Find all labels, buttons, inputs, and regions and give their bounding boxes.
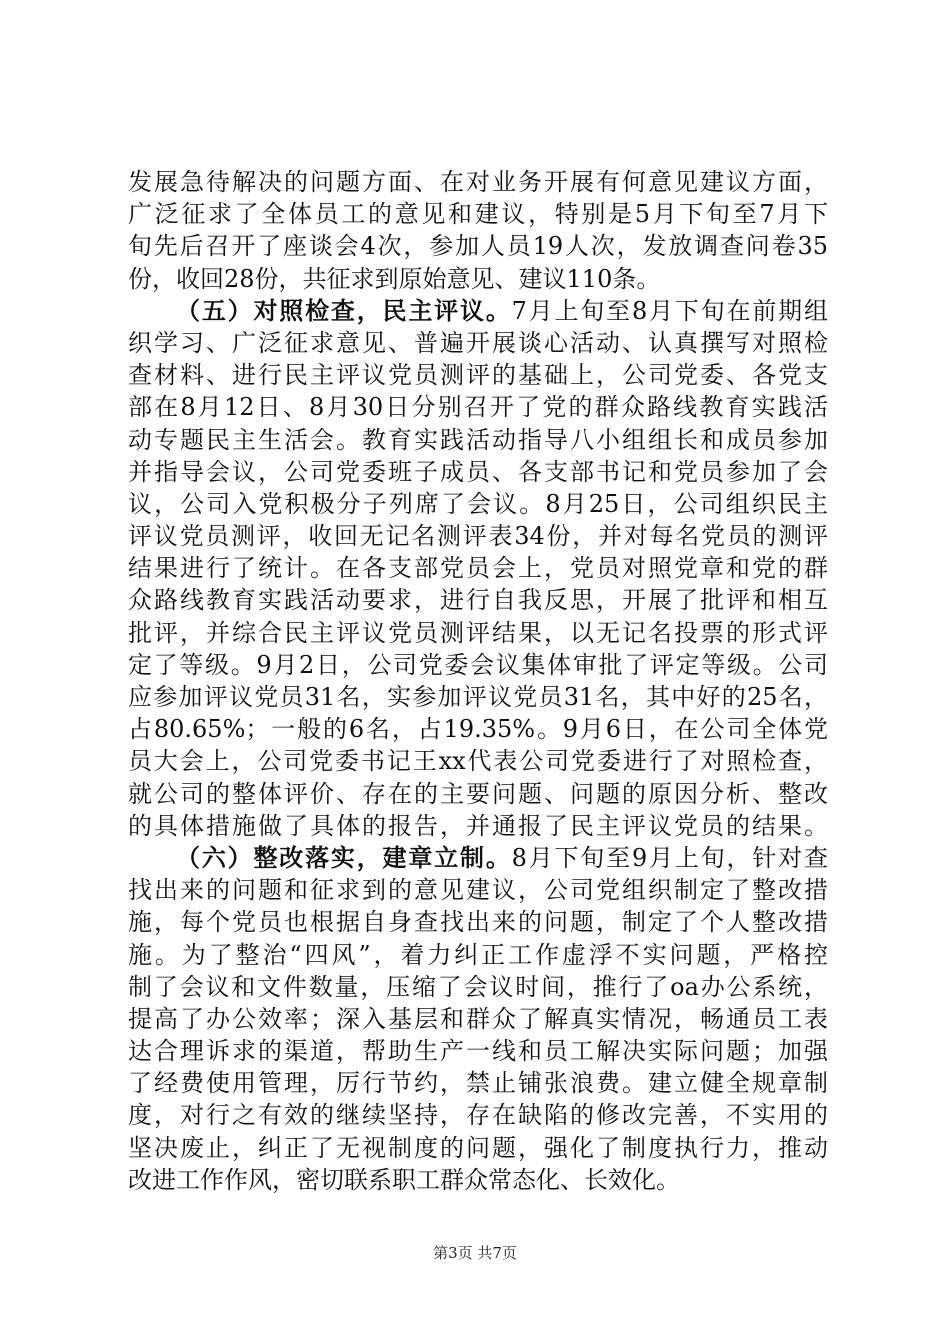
text-line: 施。为了整治“四风”，着力纠正工作虚浮不实问题，严格控 [128,940,828,969]
text-line: 施，每个党员也根据自身查找出来的问题，制定了个人整改措 [128,908,828,937]
text-line: 织学习、广泛征求意见、普遍开展谈心活动、认真撰写对照检 [128,328,828,357]
text-line: 议，公司入党积极分子列席了会议。8月25日，公司组织民主 [128,489,828,518]
text-line: 的具体措施做了具体的报告，并通报了民主评议党员的结果。 [128,811,828,840]
text-line: 结果进行了统计。在各支部党员会上，党员对照党章和党的群 [128,554,828,583]
text-line: 广泛征求了全体员工的意见和建议，特别是5月下旬至7月下 [128,200,828,229]
section-6-first-line-text: 8月下旬至9月上旬，针对查 [511,843,828,872]
text-line: 提高了办公效率；深入基层和群众了解真实情况，畅通员工表 [128,1004,828,1033]
text-line: 就公司的整体评价、存在的主要问题、问题的原因分析、整改 [128,779,828,808]
text-line: 应参加评议党员31名，实参加评议党员31名，其中好的25名， [128,683,828,711]
text-line: 达合理诉求的渠道，帮助生产一线和员工解决实际问题；加强 [128,1037,828,1066]
text-line: 并指导会议，公司党委班子成员、各支部书记和党员参加了会 [128,457,828,486]
text-line: 改进工作作风，密切联系职工群众常态化、长效化。 [128,1165,680,1194]
text-line: 了经费使用管理，厉行节约，禁止铺张浪费。建立健全规章制 [128,1069,828,1098]
text-line: 员大会上，公司党委书记王xx代表公司党委进行了对照检查， [128,747,828,776]
body-text [128,166,828,1196]
text-line: 部在8月12日、8月30日分别召开了党的群众路线教育实践活 [128,393,828,422]
text-line: 批评，并综合民主评议党员测评结果，以无记名投票的形式评 [128,618,828,647]
text-line: 众路线教育实践活动要求，进行自我反思，开展了批评和相互 [128,586,828,615]
text-line: 发展急待解决的问题方面、在对业务开展有何意见建议方面， [128,168,828,196]
page-number-footer: 第3页 共7页 [433,1244,517,1262]
text-line: 占80.65%；一般的6名，占19.35%。9月6日，在公司全体党 [128,715,828,744]
text-line: 制了会议和文件数量，压缩了会议时间，推行了oa办公系统， [128,972,828,1001]
text-line: 旬先后召开了座谈会4次，参加人员19人次，发放调查问卷35 [128,232,828,261]
text-line: 查材料、进行民主评议党员测评的基础上，公司党委、各党支 [128,361,828,390]
text-line: 坚决废止，纠正了无视制度的问题，强化了制度执行力，推动 [128,1133,828,1162]
text-line: 评议党员测评，收回无记名测评表34份，并对每名党员的测评 [128,522,828,551]
section-6-first-line [128,842,828,874]
text-line: 度，对行之有效的继续坚持，存在缺陷的修改完善，不实用的 [128,1101,828,1130]
text-line: 份，收回28份，共征求到原始意见、建议110条。 [128,264,661,293]
section-6-heading: （六）整改落实，建章立制。 [176,842,512,872]
section-5-first-line [128,295,828,327]
section-5-first-line-text: 7月上旬至8月下旬在前期组 [511,296,828,325]
text-line: 动专题民主生活会。教育实践活动指导八小组组长和成员参加 [128,425,828,454]
text-line: 定了等级。9月2日，公司党委会议集体审批了评定等级。公司 [128,650,828,679]
section-5-heading: （五）对照检查，民主评议。 [176,295,512,325]
text-line: 找出来的问题和征求到的意见建议，公司党组织制定了整改措 [128,876,828,905]
